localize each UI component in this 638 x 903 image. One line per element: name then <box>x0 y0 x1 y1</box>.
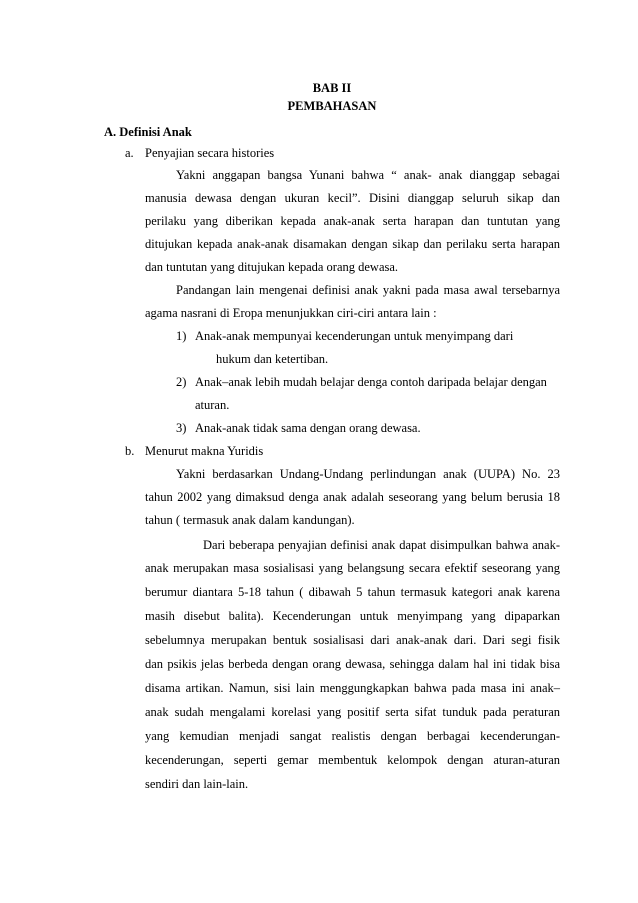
paragraph-line: anak sudah mengalami korelasi yang positif serta sifat tunduk pada peraturan <box>145 705 560 719</box>
paragraph-line: perilaku yang diberikan kepada anak-anak serta harapan dan tuntutan yang <box>145 214 560 228</box>
paragraph-line: anak merupakan masa sosialisasi yang belangsung secara efektif seseorang yang <box>145 561 560 575</box>
sub-item-label: b. <box>125 444 135 458</box>
paragraph-line: dan psikis jelas berbeda dengan orang dewasa, sehingga dalam hal ini tidak bisa <box>145 657 560 671</box>
paragraph-line: manusia dewasa dengan ukuran kecil”. Disini dianggap seluruh sikap dan <box>145 191 560 205</box>
list-item-continuation: hukum dan ketertiban. <box>216 352 329 366</box>
sub-item-label: a. <box>125 146 134 160</box>
paragraph-line: kecenderungan, seperti gemar membentuk kelompok dengan aturan-aturan <box>145 753 560 767</box>
list-item: Anak–anak lebih mudah belajar denga contoh daripada belajar dengan <box>195 375 547 389</box>
paragraph-line: tahun ( termasuk anak dalam kandungan). <box>145 513 355 527</box>
section-heading: A. Definisi Anak <box>104 125 192 139</box>
chapter-title: PEMBAHASAN <box>287 99 377 113</box>
paragraph-line: dan tuntutan yang ditujukan kepada orang dewasa. <box>145 260 399 274</box>
paragraph-line: yang kemudian menjadi sangat realistis dengan berbagai kecenderungan- <box>145 729 560 743</box>
paragraph-line: Yakni anggapan bangsa Yunani bahwa “ anak- anak dianggap sebagai <box>176 168 560 182</box>
paragraph-line: agama nasrani di Eropa menunjukkan ciri-ciri antara lain : <box>145 306 437 320</box>
paragraph-line: berumur diantara 5-18 tahun ( dibawah 5 tahun termasuk kategori anak karena <box>145 585 560 599</box>
list-number: 2) <box>176 375 187 389</box>
list-item: Anak-anak mempunyai kecenderungan untuk menyimpang dari <box>195 329 514 343</box>
list-item: Anak-anak tidak sama dengan orang dewasa. <box>195 421 421 435</box>
paragraph-line: Dari beberapa penyajian definisi anak dapat disimpulkan bahwa anak- <box>203 538 560 552</box>
paragraph-line: masih disebut balita). Kecenderungan untuk menyimpang yang dipaparkan <box>145 609 560 623</box>
list-number: 3) <box>176 421 187 435</box>
list-item-continuation: aturan. <box>195 398 230 412</box>
list-number: 1) <box>176 329 187 343</box>
paragraph-line: tahun 2002 yang dimaksud denga anak adalah seseorang yang belum berusia 18 <box>145 490 560 504</box>
sub-item-title: Penyajian secara histories <box>145 146 275 160</box>
paragraph-line: sendiri dan lain-lain. <box>145 777 249 791</box>
paragraph-line: Yakni berdasarkan Undang-Undang perlindungan anak (UUPA) No. 23 <box>176 467 560 481</box>
sub-item-title: Menurut makna Yuridis <box>145 444 264 458</box>
paragraph-line: sebelumnya merupakan bentuk sosialisasi dari anak-anak dari. Dari segi fisik <box>145 633 560 647</box>
paragraph-line: Pandangan lain mengenai definisi anak yakni pada masa awal tersebarnya <box>176 283 560 297</box>
paragraph-line: disama artikan. Namun, sisi lain menggungkapkan bahwa pada masa ini anak– <box>145 681 560 695</box>
paragraph-line: ditujukan kepada anak-anak disamakan dengan sikap dan perilaku serta harapan <box>145 237 560 251</box>
chapter-label: BAB II <box>312 81 352 95</box>
